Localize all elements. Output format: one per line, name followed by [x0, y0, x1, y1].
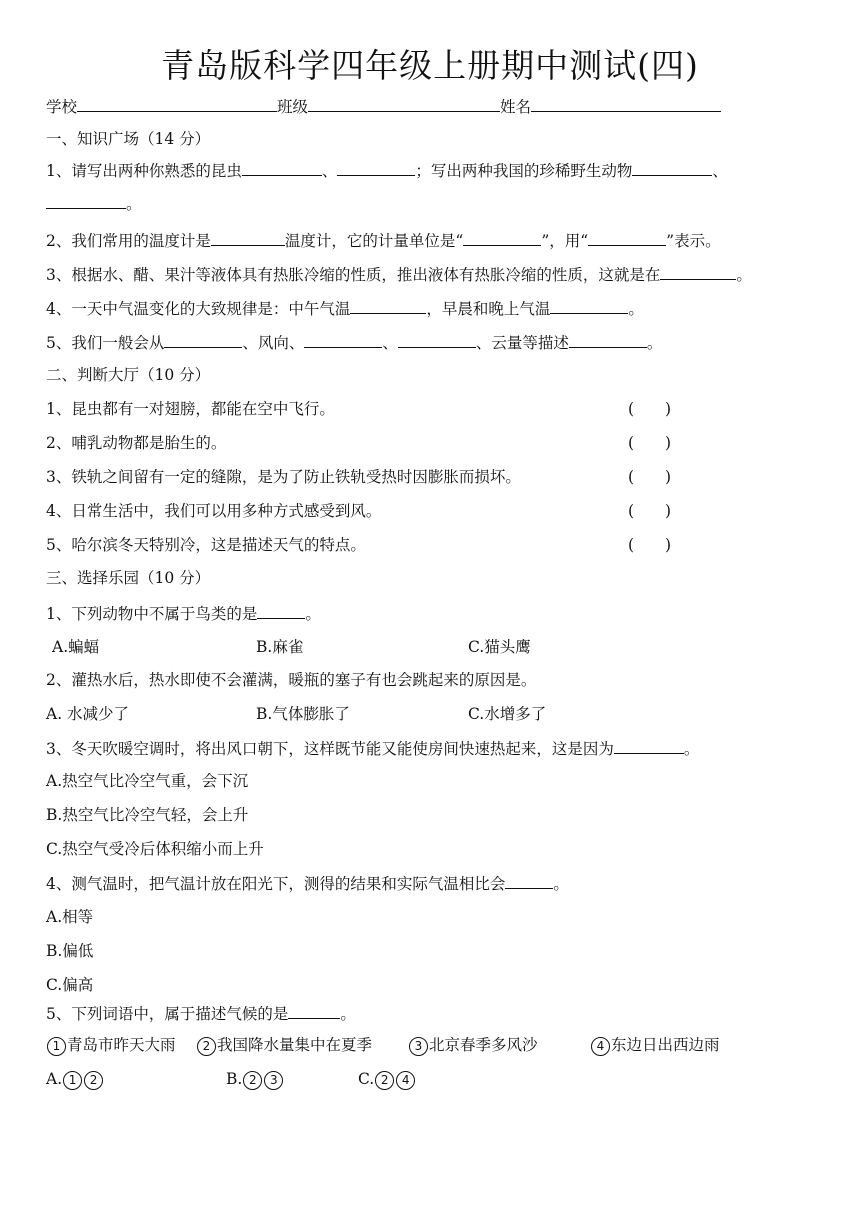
s3-q2-option-a[interactable]: A. 水减少了: [46, 705, 130, 723]
s1-q2-text-c: ”，用“: [541, 232, 589, 250]
s3-q5-option-c[interactable]: [358, 1068, 416, 1090]
answer-blank[interactable]: [505, 872, 553, 889]
s1-q5-text-c: 、云量等描述: [475, 334, 569, 352]
circled-number-2-icon: 2: [243, 1071, 262, 1090]
s2-statement-3: 3、铁轨之间留有一定的缝隙，是为了防止铁轨受热时因膨胀而损坏。: [46, 468, 521, 486]
s1-q4-text-c: 。: [628, 300, 644, 318]
answer-blank[interactable]: [632, 159, 712, 176]
s1-q1-end: 。: [126, 195, 142, 213]
s2-answer-paren-3[interactable]: ( ): [628, 468, 672, 486]
circled-number-3-icon: 3: [409, 1037, 428, 1056]
answer-blank[interactable]: [660, 263, 736, 280]
s3-q3-option-c[interactable]: C.热空气受冷后体积缩小而上升: [46, 840, 264, 858]
s1-question-5: [46, 331, 662, 354]
s2-answer-paren-2[interactable]: ( ): [628, 434, 672, 452]
s3-q4-text: 4、测气温时，把气温计放在阳光下，测得的结果和实际气温相比会: [46, 875, 506, 893]
section3-heading: 三、选择乐园（10 分）: [46, 569, 211, 587]
circled-number-4-icon: 4: [591, 1037, 610, 1056]
s3-q3-text: 3、冬天吹暖空调时，将出风口朝下，这样既节能又能使房间快速热起来，这是因为: [46, 740, 614, 758]
s3-q1-text: 1、下列动物中不属于鸟类的是: [46, 605, 258, 623]
option-label: A.: [46, 1070, 63, 1088]
s1-q2-text-b: 温度计，它的计量单位是“: [284, 232, 464, 250]
s1-q1-sep: 、: [712, 162, 728, 180]
answer-blank[interactable]: [337, 159, 415, 176]
circled-number-1-icon: 1: [47, 1037, 66, 1056]
answer-blank[interactable]: [398, 331, 476, 348]
s3-q4-option-a[interactable]: A.相等: [46, 908, 94, 926]
circled-number-2-icon: 2: [84, 1071, 103, 1090]
s2-answer-paren-4[interactable]: ( ): [628, 502, 672, 520]
s3-q1-end: 。: [305, 605, 321, 623]
s1-question-1-cont: [46, 192, 142, 215]
s1-q2-text-a: 2、我们常用的温度计是: [46, 232, 211, 250]
student-info-line: [46, 95, 721, 118]
s2-answer-paren-1[interactable]: ( ): [628, 400, 672, 418]
s2-statement-2: 2、哺乳动物都是胎生的。: [46, 434, 227, 452]
s1-q2-text-d: ”表示。: [666, 232, 721, 250]
s3-q5-text: 5、下列词语中，属于描述气候的是: [46, 1005, 289, 1023]
class-label: 班级: [277, 98, 309, 116]
school-label: 学校: [46, 98, 78, 116]
s1-question-1: [46, 159, 728, 182]
s3-q5-statement-text: 东边日出西边雨: [611, 1036, 720, 1054]
s1-q5-sep: 、: [382, 334, 398, 352]
s1-q3-text-a: 3、根据水、醋、果汁等液体具有热胀冷缩的性质，推出液体有热胀冷缩的性质，这就是在: [46, 266, 661, 284]
page-title: 青岛版科学四年级上册期中测试(四): [161, 46, 699, 85]
s3-q5-statement-text: 青岛市昨天大雨: [67, 1036, 176, 1054]
s1-q1-sep: 、: [321, 162, 338, 180]
s3-q5-end: 。: [340, 1005, 356, 1023]
answer-blank[interactable]: [588, 229, 666, 246]
answer-blank[interactable]: [569, 331, 647, 348]
class-field[interactable]: [308, 95, 500, 112]
s1-q1-text-a: 1、请写出两种你熟悉的昆虫: [46, 162, 242, 180]
s3-q5-option-b[interactable]: [226, 1068, 284, 1090]
s3-q5-statement-3: [408, 1034, 538, 1056]
answer-blank[interactable]: [211, 229, 285, 246]
answer-blank[interactable]: [614, 737, 684, 754]
s3-q5-option-a[interactable]: [46, 1068, 104, 1090]
s2-statement-5: 5、哈尔滨冬天特别冷，这是描述天气的特点。: [46, 536, 366, 554]
s1-q3-text-b: 。: [736, 266, 752, 284]
option-label: B.: [226, 1070, 243, 1088]
s1-q5-text-a: 5、我们一般会从: [46, 334, 165, 352]
s1-q4-text-a: 4、一天中气温变化的大致规律是：中午气温: [46, 300, 351, 318]
s3-q5-statement-text: 我国降水量集中在夏季: [217, 1036, 373, 1054]
s3-q1-option-a[interactable]: A.蝙蝠: [52, 638, 100, 656]
s1-q5-text-d: 。: [646, 334, 663, 352]
s3-q5-statement-text: 北京春季多风沙: [429, 1036, 538, 1054]
s1-question-4: [46, 297, 644, 320]
s3-q2-option-b[interactable]: B.气体膨胀了: [256, 705, 350, 723]
school-field[interactable]: [77, 95, 277, 112]
answer-blank[interactable]: [242, 159, 322, 176]
name-field[interactable]: [531, 95, 721, 112]
circled-number-2-icon: 2: [197, 1037, 216, 1056]
answer-blank[interactable]: [257, 602, 305, 619]
s3-q4-end: 。: [553, 875, 569, 893]
name-label: 姓名: [500, 98, 532, 116]
answer-blank[interactable]: [304, 331, 382, 348]
circled-number-1-icon: 1: [63, 1071, 82, 1090]
option-label: C.: [358, 1070, 375, 1088]
s2-answer-paren-5[interactable]: ( ): [628, 536, 672, 554]
answer-blank[interactable]: [46, 192, 126, 209]
circled-number-2-icon: 2: [375, 1071, 394, 1090]
circled-number-3-icon: 3: [264, 1071, 283, 1090]
section1-heading: 一、知识广场（14 分）: [46, 130, 211, 148]
s2-statement-4: 4、日常生活中，我们可以用多种方式感受到风。: [46, 502, 382, 520]
section2-heading: 二、判断大厅（10 分）: [46, 366, 211, 384]
s3-q3-option-b[interactable]: B.热空气比冷空气轻，会上升: [46, 806, 249, 824]
s2-statement-1: 1、昆虫都有一对翅膀，都能在空中飞行。: [46, 400, 335, 418]
s3-q1-option-b[interactable]: B.麻雀: [256, 638, 304, 656]
answer-blank[interactable]: [288, 1002, 340, 1019]
s1-q4-text-b: ，早晨和晚上气温: [426, 300, 551, 318]
s3-question-3: [46, 737, 699, 760]
s3-question-4: [46, 872, 569, 895]
s3-question-2: 2、灌热水后，热水即使不会灌满，暖瓶的塞子有也会跳起来的原因是。: [46, 671, 537, 689]
s1-q1-text-b: ；写出两种我国的珍稀野生动物: [415, 162, 633, 180]
s3-q1-option-c[interactable]: C.猫头鹰: [468, 638, 531, 656]
s1-question-3: [46, 263, 752, 286]
s3-q3-end: 。: [683, 740, 700, 758]
answer-blank[interactable]: [164, 331, 242, 348]
s3-q5-statement-4: [590, 1034, 720, 1056]
circled-number-4-icon: 4: [396, 1071, 415, 1090]
s3-question-5: [46, 1002, 356, 1025]
answer-blank[interactable]: [350, 297, 426, 314]
s3-q4-option-c[interactable]: C.偏高: [46, 976, 94, 994]
s3-q2-option-c[interactable]: C.水增多了: [468, 705, 547, 723]
s1-q5-text-b: 、风向、: [242, 334, 305, 352]
s3-q5-statement-1: [46, 1034, 176, 1056]
answer-blank[interactable]: [463, 229, 541, 246]
answer-blank[interactable]: [550, 297, 628, 314]
s3-q3-option-a[interactable]: A.热空气比冷空气重，会下沉: [46, 772, 249, 790]
s3-q5-statement-2: [196, 1034, 372, 1056]
s1-question-2: [46, 229, 721, 252]
s3-question-1: [46, 602, 321, 625]
s3-q4-option-b[interactable]: B.偏低: [46, 942, 94, 960]
